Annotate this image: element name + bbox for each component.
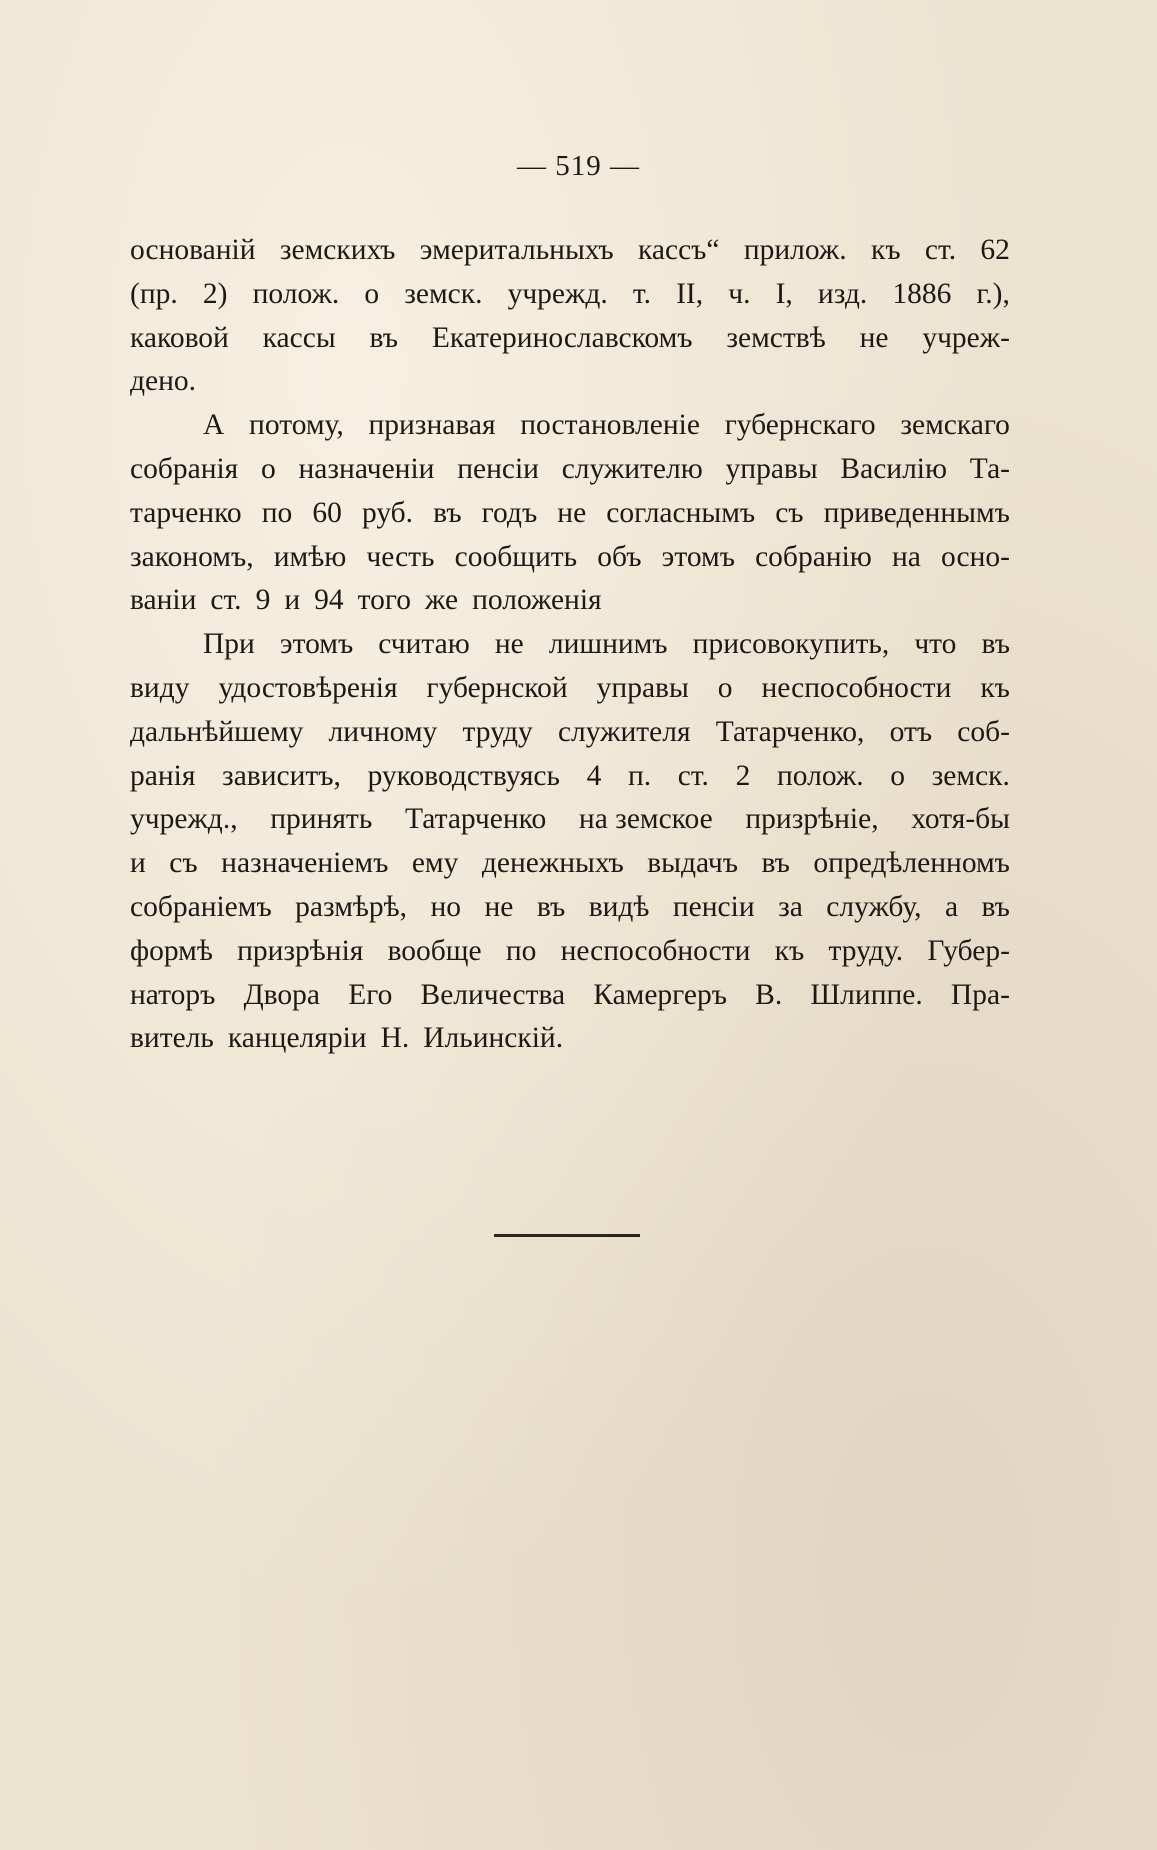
word: 2)	[202, 277, 228, 310]
text-line	[130, 1017, 1010, 1061]
word: зависитъ,	[222, 759, 341, 792]
word: Пра-	[950, 978, 1010, 1011]
word: о	[890, 759, 906, 792]
word: удостовѣренія	[218, 671, 398, 704]
word: руководствуясь	[367, 759, 560, 792]
word: труду.	[828, 934, 904, 967]
word: ч.	[728, 277, 751, 310]
word: честь	[366, 540, 435, 573]
word: съ	[775, 496, 804, 529]
word: губернскаго	[724, 409, 876, 442]
word: 1886	[892, 277, 952, 310]
word: того	[357, 584, 411, 617]
word: по	[261, 496, 293, 529]
word: Татарченко,	[715, 715, 865, 748]
word: на земское	[578, 803, 713, 836]
text-line	[130, 579, 1010, 623]
word: губернской	[426, 671, 568, 704]
word: о	[364, 277, 380, 310]
word: дальнѣйшему	[130, 715, 304, 748]
text-line	[130, 492, 1010, 536]
word: но	[430, 890, 462, 923]
word: В.	[755, 978, 783, 1011]
word: въ	[536, 890, 566, 923]
text-line	[130, 623, 1010, 667]
word: о	[717, 671, 733, 704]
word: 9	[255, 584, 271, 617]
text-line	[130, 273, 1010, 317]
word: объ	[597, 540, 642, 573]
text-line	[130, 448, 1010, 492]
word: земск.	[931, 759, 1010, 792]
word: присовокупить,	[692, 628, 890, 661]
word: витель	[130, 1022, 214, 1055]
text-line	[130, 886, 1010, 930]
word: основаній	[130, 234, 256, 266]
word: т.	[632, 277, 651, 310]
word: назначеніи	[298, 452, 435, 485]
word: учрежд.,	[130, 803, 238, 836]
word: закономъ,	[130, 540, 254, 573]
word: что	[914, 628, 957, 661]
word: о	[261, 452, 276, 485]
word: ст.	[210, 584, 242, 617]
word: служителю	[561, 452, 703, 485]
word: г.),	[976, 277, 1010, 310]
word: годъ	[481, 496, 538, 529]
word: Губер-	[927, 934, 1010, 967]
word: (пр.	[130, 277, 178, 310]
word: сообщить	[454, 540, 578, 573]
word: въ	[981, 890, 1010, 923]
word: къ	[871, 234, 901, 266]
word: кассъ“	[638, 234, 720, 266]
word: земствѣ	[726, 321, 826, 354]
word: призрѣніе,	[745, 803, 879, 836]
word: виду	[130, 671, 190, 704]
word: наторъ	[130, 978, 216, 1011]
word: Шлиппе.	[810, 978, 923, 1011]
word: этомъ	[661, 540, 735, 573]
word: назначеніемъ	[221, 847, 389, 880]
word: въ	[369, 321, 398, 354]
word: потому,	[249, 409, 344, 442]
word: прилож.	[743, 234, 847, 266]
word: пенсіи	[457, 452, 539, 485]
word: управы	[725, 452, 818, 485]
word: и	[130, 847, 146, 880]
word: Величества	[420, 978, 566, 1011]
word: 94	[314, 584, 344, 617]
word: приведеннымъ	[823, 496, 1010, 529]
word: признавая	[368, 409, 496, 442]
word: не	[494, 628, 524, 661]
word: по	[505, 934, 537, 967]
word: хотя-бы	[911, 803, 1010, 836]
word: Василію	[840, 452, 948, 485]
word: Татарченко	[404, 803, 547, 836]
word: къ	[980, 671, 1010, 704]
word: 2	[735, 759, 751, 792]
word: принять	[270, 803, 373, 836]
word: ваніи	[130, 584, 197, 617]
word: ст.	[924, 234, 957, 266]
word: выдачъ	[647, 847, 738, 880]
word: въ	[761, 847, 790, 880]
word: не	[859, 321, 889, 354]
word: Н.	[380, 1022, 410, 1055]
text-line	[130, 798, 1010, 842]
word: ему	[411, 847, 459, 880]
word: постановленіе	[520, 409, 700, 442]
word: собранія	[130, 452, 239, 485]
word: неспособности	[761, 671, 952, 704]
text-line	[130, 711, 1010, 755]
word: видѣ	[588, 890, 650, 923]
word: считаю	[378, 628, 470, 661]
text-line	[130, 229, 1010, 273]
word: полож.	[776, 759, 864, 792]
word: земск.	[404, 277, 483, 310]
word: этомъ	[279, 628, 354, 661]
word: Та-	[969, 452, 1010, 485]
text-line	[130, 360, 1010, 404]
text-line	[130, 930, 1010, 974]
text-line	[130, 404, 1010, 448]
word: пенсіи	[672, 890, 755, 923]
word: А	[203, 409, 225, 442]
word: собраніемъ	[130, 890, 272, 923]
word: При	[203, 628, 255, 661]
word: земскихъ	[279, 234, 396, 266]
word: Его	[348, 978, 393, 1011]
word: Екатеринославскомъ	[431, 321, 693, 354]
word: въ	[981, 628, 1010, 661]
page-number: — 519 —	[517, 150, 640, 182]
word: личному	[328, 715, 438, 748]
word: дено.	[130, 365, 197, 398]
word: имѣю	[273, 540, 347, 573]
text-line	[130, 317, 1010, 361]
word: формѣ	[130, 934, 213, 967]
body-text	[130, 229, 1010, 1061]
word: опредѣленномъ	[813, 847, 1010, 880]
word: согласнымъ	[606, 496, 756, 529]
text-line	[130, 755, 1010, 799]
word: неспособности	[560, 934, 751, 967]
word: канцеляріи	[227, 1022, 367, 1055]
text-line	[130, 667, 1010, 711]
word: и	[284, 584, 301, 617]
word: 62	[980, 234, 1010, 266]
word: земскаго	[900, 409, 1010, 442]
word: съ	[169, 847, 198, 880]
word: эмеритальныхъ	[419, 234, 614, 266]
word: тарченко	[130, 496, 242, 529]
word: II,	[676, 277, 704, 310]
word: 4	[586, 759, 602, 792]
word: призрѣнія	[237, 934, 364, 967]
word: на	[891, 540, 921, 573]
word: ст.	[677, 759, 709, 792]
word: отъ	[889, 715, 933, 748]
word: 60	[312, 496, 342, 529]
word: положенія	[472, 584, 602, 617]
word: вообще	[387, 934, 482, 967]
word: Камергеръ	[593, 978, 727, 1011]
word: за	[778, 890, 803, 923]
text-line	[130, 536, 1010, 580]
word: лишнимъ	[548, 628, 668, 661]
word: полож.	[252, 277, 340, 310]
word: денежныхъ	[481, 847, 624, 880]
word: служителя	[557, 715, 691, 748]
word: I,	[775, 277, 793, 310]
word: не	[557, 496, 587, 529]
word: размѣрѣ,	[295, 890, 408, 923]
word: учрежд.	[507, 277, 608, 310]
word: труду	[462, 715, 533, 748]
word: учреж-	[922, 321, 1010, 354]
text-line	[130, 974, 1010, 1018]
section-divider	[494, 1234, 640, 1237]
word: руб.	[361, 496, 414, 529]
word: а	[944, 890, 959, 923]
word: не	[484, 890, 514, 923]
word: службу,	[826, 890, 922, 923]
word: же	[424, 584, 459, 617]
word: п.	[627, 759, 652, 792]
text-line	[130, 842, 1010, 886]
word: въ	[433, 496, 462, 529]
word: къ	[774, 934, 805, 967]
word: Двора	[243, 978, 321, 1011]
word: изд.	[817, 277, 868, 310]
word: Ильинскій.	[423, 1022, 564, 1055]
word: кассы	[262, 321, 336, 354]
word: каковой	[130, 321, 229, 354]
word: осно-	[940, 540, 1010, 573]
word: управы	[596, 671, 689, 704]
word: собранію	[755, 540, 872, 573]
word: ранія	[130, 759, 196, 792]
word: соб-	[957, 715, 1010, 748]
